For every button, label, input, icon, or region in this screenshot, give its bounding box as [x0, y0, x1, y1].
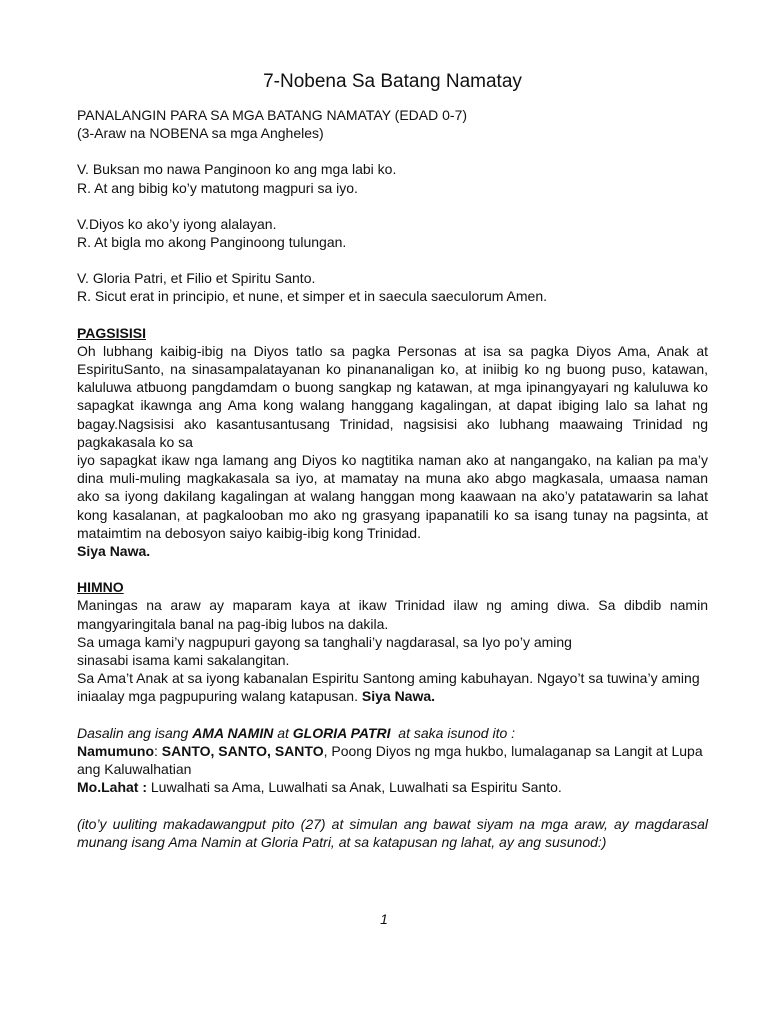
page-number: 1: [380, 911, 388, 927]
santo-label: SANTO, SANTO, SANTO: [161, 742, 324, 759]
response-3: R. Sicut erat in principio, et nune, et simper et in saecula saeculorum Amen.: [77, 288, 548, 305]
response-1: R. At ang bibig ko’y matutong magpuri sa iyo.: [77, 179, 358, 196]
pagsisisi-paragraph-2: iyo sapagkat ikaw nga lamang ang Diyos ko nagtitika naman ako at nangangako, na kalian pa ma’y dina muli-muling magkakasala sa iyo, at mamatay na muna ako abgo magkasala, umaasa naman ako sa iyong dakilang kagalingan at walang hanggan mong kaawaan na ako’y patatawarin sa lahat kong kasalanan, at pagkalooban mo ako ng grasyang ipapanatili ko sa isang tunay na pagsinta, at mataimtim na debosyon saiyo kaibig-ibig kong Trinidad.: [77, 452, 708, 541]
himno-paragraph-3: sinasabi isama kami sakalangitan.: [77, 652, 290, 669]
section-heading-pagsisisi: PAGSISISI: [77, 324, 146, 341]
mo-lahat-label: Mo.Lahat :: [77, 779, 147, 796]
pagsisisi-closing: Siya Nawa.: [77, 543, 151, 560]
namumuno-label: Namumuno: [77, 742, 154, 759]
ama-namin-label: AMA NAMIN: [192, 724, 274, 741]
pagsisisi-paragraph-1: Oh lubhang kaibig-ibig na Diyos tatlo sa pagka Personas at isa sa pagka Diyos Ama, Anak at EspirituSanto, na sinasampalatayanan ko pinananaligan ko, at iniibig ko ng buong puso, katawan, kaluluwa atbuong pangdamdam o buong sangkap ng katawan, at mga ipinangyayari ng kaluluwa ko sapagkat ikawnga ang Ama kong walang hanggang kagalingan, at dapat ibiging lalo sa lahat ng bagay.Nagsisisi ako kasantusantusang Trinidad, nagsisisi ako lubhang maawaing Trinidad ng pagkakasala ko sa: [77, 342, 708, 450]
mo-lahat-line: Mo.Lahat : Luwalhati sa Ama, Luwalhati sa Anak, Luwalhati sa Espiritu Santo.: [77, 779, 562, 796]
versicle-3: V. Gloria Patri, et Filio et Spiritu Santo.: [77, 270, 316, 287]
namumuno-line: Namumuno: SANTO, SANTO, SANTO, Poong Diyos ng mga hukbo, lumalaganap sa Langit at Lupa ang Kaluwalhatian: [77, 742, 703, 778]
versicle-2: V.Diyos ko ako’y iyong alalayan.: [77, 215, 277, 232]
himno-closing: Siya Nawa.: [361, 688, 436, 705]
document-page: [77, 70, 708, 851]
intro-heading: PANALANGIN PARA SA MGA BATANG NAMATAY (EDAD 0-7): [77, 107, 468, 123]
closing-note: (ito’y uuliting makadawangput pito (27) at simulan ang bawat siyam na mga araw, ay magdarasal munang isang Ama Namin at Gloria Patri, at sa katapusan ng lahat, ay ang susunod:): [77, 815, 708, 850]
himno-last-line: [77, 687, 708, 705]
dasalin-instruction: Dasalin ang isang AMA NAMIN at GLORIA PATRI at saka isunod ito :: [77, 724, 516, 741]
gloria-patri-label: GLORIA PATRI: [292, 724, 391, 741]
himno-paragraph-1: Maningas na araw ay maparam kaya at ikaw Trinidad ilaw ng aming diwa. Sa dibdib namin mangyaringitala banal na pag-ibig lubos na dakila.: [77, 597, 708, 632]
page-title: 7-Nobena Sa Batang Namatay: [263, 71, 522, 92]
himno-paragraph-2: Sa umaga kami’y nagpupuri gayong sa tanghali’y nagdarasal, sa Iyo po’y aming: [77, 633, 572, 650]
section-heading-himno: HIMNO: [77, 579, 124, 596]
response-2: R. At bigla mo akong Panginoong tulungan.: [77, 234, 347, 251]
versicle-1: V. Buksan mo nawa Panginoon ko ang mga labi ko.: [77, 161, 397, 178]
intro-subheading: (3-Araw na NOBENA sa mga Angheles): [77, 125, 324, 142]
himno-paragraph-4: Sa Ama’t Anak at sa iyong kabanalan Espiritu Santong aming kabuhayan. Ngayo’t sa tuwina’y aming: [77, 670, 700, 687]
himno-paragraph-5: iniaalay mga pagpupuring walang katapusan.: [77, 688, 358, 705]
